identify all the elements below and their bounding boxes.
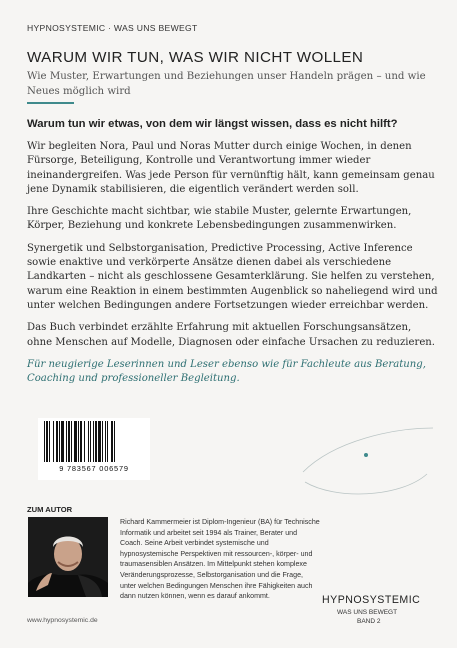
barcode-stripe <box>102 421 103 462</box>
barcode-stripe <box>93 421 94 462</box>
barcode-stripe <box>68 421 70 462</box>
audience-statement: Für neugierige Leserinnen und Leser ebenso wie für Fachleute aus Beratung, Coaching und professioneller Begleitung. <box>27 358 426 385</box>
barcode-stripe <box>59 421 60 462</box>
isbn-number: 9 783567 006579 <box>59 464 129 473</box>
barcode-stripe <box>78 421 79 462</box>
publisher-logo: HYPNOSYSTEMIC <box>322 594 421 606</box>
barcode-stripe <box>98 421 101 462</box>
barcode-stripe <box>95 421 97 462</box>
author-photo <box>28 517 108 597</box>
blurb-paragraph: Synergetik und Selbstorganisation, Predictive Processing, Active Inference sowie enaktive und verkörperte Ansätze dienen dabei als verschiedene Landkarten – nicht als geschlossene Gesamterklärung. Sie helfen zu verstehen, warum eine Reaktion in einem bestimmten Augenblick so naheliegend wird und unter welchen Bedingungen andere Fortsetzungen wieder erreichbar werden. <box>27 242 438 311</box>
isbn-barcode <box>38 418 150 480</box>
series-label: HYPNOSYSTEMIC · WAS UNS BEWEGT <box>27 23 198 33</box>
blurb-paragraph: Das Buch verbindet erzählte Erfahrung mit aktuellen Forschungsansätzen, ohne Menschen auf Modelle, Diagnosen oder einfache Ursachen zu reduzieren. <box>27 322 436 348</box>
barcode-stripe <box>80 421 82 462</box>
orbit-decoration <box>295 422 435 502</box>
barcode-stripe <box>107 421 108 462</box>
barcode-stripe <box>61 421 64 462</box>
barcode-stripe <box>105 421 106 462</box>
barcode-stripe <box>88 421 89 462</box>
barcode-stripe <box>56 421 58 462</box>
book-title: WARUM WIR TUN, WAS WIR NICHT WOLLEN <box>27 49 364 66</box>
author-bio: Richard Kammermeier ist Diplom-Ingenieur (BA) für Technische Informatik und arbeitet seit 1994 als Trainer, Berater und Coach. Seine Arbeit verbindet systemische und hypnosystemische Perspektiven mit ressourcen-, körper- und traumasensiblen Ansätzen. Im Mittelpunkt stehen komplexe Veränderungsprozesse, Selbstorganisation und die Frage, unter welchen Bedingungen Menschen ihre Fähigkeiten auch dann nutzen können, wenn es darauf ankommt. <box>120 518 320 601</box>
barcode-stripe <box>84 421 85 462</box>
portrait-illustration <box>28 517 108 597</box>
blurb-paragraph: Ihre Geschichte macht sichtbar, wie stabile Muster, gelernte Erwartungen, Körper, Beziehung und konkrete Lebensbedingungen zusammenwirken. <box>27 206 412 232</box>
barcode-stripe <box>114 421 115 462</box>
blurb-body <box>27 140 439 394</box>
barcode-stripe <box>49 421 50 462</box>
author-heading: ZUM AUTOR <box>27 505 73 514</box>
barcode-stripe <box>44 421 45 462</box>
blurb-paragraph: Wir begleiten Nora, Paul und Noras Mutter durch einige Wochen, in denen Fürsorge, Beteiligung, Kontrolle und Verantwortung immer wieder ineinandergreifen. Was jede Person für vernünftig hält, kann gemeinsam genau jene Dynamik stabilisieren, die eigentlich verändert werden soll. <box>27 141 435 195</box>
barcode-stripe <box>46 421 48 462</box>
publisher-url: www.hypnosystemic.de <box>27 617 98 624</box>
accent-rule <box>27 102 74 104</box>
publisher-volume: BAND 2 <box>357 618 381 625</box>
book-subtitle: Wie Muster, Erwartungen und Beziehungen unser Handeln prägen – und wie Neues möglich wird <box>27 71 426 97</box>
barcode-stripe <box>74 421 77 462</box>
barcode-stripe <box>53 421 54 462</box>
publisher-series: WAS UNS BEWEGT <box>337 609 398 616</box>
barcode-stripe <box>111 421 113 462</box>
barcode-stripe <box>66 421 67 462</box>
barcode-stripe <box>71 421 72 462</box>
barcode-stripe <box>90 421 91 462</box>
barcode-bars <box>40 421 148 463</box>
lead-question: Warum tun wir etwas, von dem wir längst wissen, dass es nicht hilft? <box>27 118 398 130</box>
